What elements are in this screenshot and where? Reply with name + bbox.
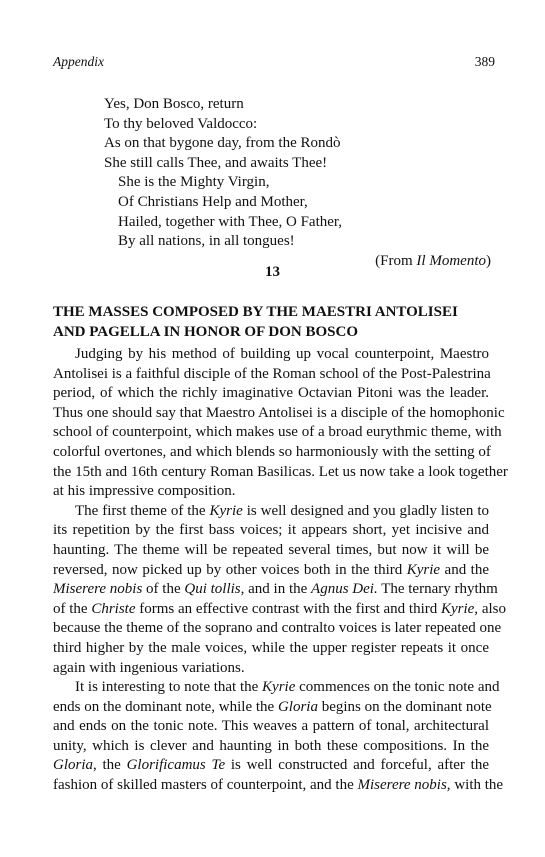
paragraph-line — [53, 482, 489, 502]
text-run: The first theme of the — [75, 502, 210, 519]
paragraph-line — [53, 698, 492, 718]
text-run: ends on the dominant note, while the — [53, 698, 278, 715]
paragraph-line — [53, 384, 489, 404]
text-run: and the — [440, 561, 489, 578]
text-run: It is interesting to note that the — [75, 679, 263, 696]
italic-run: Kyrie, — [440, 600, 479, 617]
italic-run: Kyrie — [406, 561, 441, 578]
poem-source-prefix: (From — [375, 252, 417, 269]
paragraph-line — [53, 619, 502, 639]
paragraph-line — [53, 502, 489, 522]
text-run: Antolisei is a faithful disciple of the Roman school of the Post-Palestrina — [53, 365, 491, 382]
poem-line: By all nations, in all tongues! — [118, 233, 295, 250]
paragraph — [53, 345, 508, 502]
poem-line: Hailed, together with Thee, O Father, — [118, 213, 343, 230]
paragraph-line — [53, 521, 489, 541]
text-run: colorful overtones, and which blends so harmoniously with the setting of — [53, 443, 491, 460]
paragraph-line — [53, 541, 489, 561]
text-run: begins on the dominant note — [317, 698, 492, 715]
paragraph-line — [53, 345, 489, 365]
poem-line: She still calls Thee, and awaits Thee! — [104, 154, 328, 171]
poem — [104, 95, 499, 271]
paragraph-line — [53, 365, 489, 385]
text-run: Thus one should say that Maestro Antolisei is a disciple of the homophonic — [53, 404, 505, 421]
text-run: school of counterpoint, which makes use of a broad eurythmic theme, with — [53, 424, 502, 441]
text-run: , and in the — [240, 581, 312, 598]
italic-run: Kyrie — [209, 502, 243, 519]
paragraph-line — [53, 600, 506, 620]
text-run: with the — [450, 777, 504, 794]
text-run: period, of which the richly imaginative Octavian Pitoni was the leader. — [53, 385, 489, 402]
paragraph-line — [53, 404, 505, 424]
italic-run: Kyrie — [262, 679, 296, 696]
paragraph-line — [53, 678, 500, 698]
poem-source-title: Il Momento — [416, 252, 486, 269]
text-run: commences on the tonic note and — [295, 679, 500, 696]
italic-run: Christe — [91, 600, 136, 617]
text-run: fashion of skilled masters of counterpoint, and the — [53, 777, 358, 794]
poem-line: Of Christians Help and Mother, — [118, 193, 308, 210]
text-run: haunting. The theme will be repeated several times, but now it will be — [53, 541, 489, 558]
italic-run: Glorificamus Te — [126, 757, 226, 774]
paragraph-line — [53, 756, 489, 776]
poem-line: Yes, Don Bosco, return — [104, 96, 244, 112]
text-run: its repetition by the first bass voices; it appears short, yet incisive and — [53, 522, 489, 539]
text-run: also — [478, 600, 506, 617]
paragraph — [53, 678, 504, 796]
text-run: and ends on the tonic note. This weaves a pattern of tonal, architectural — [53, 718, 489, 735]
text-run: is well constructed and forceful, after the — [225, 757, 490, 774]
section-number: 13 — [265, 264, 280, 280]
text-run: again with ingenious variations. — [53, 659, 245, 676]
text-run: , the — [93, 757, 127, 774]
italic-run: Qui tollis — [184, 581, 241, 598]
italic-run: Miserere nobis — [53, 581, 143, 598]
text-run: reversed, now picked up by other voices both in the third — [53, 561, 407, 578]
text-run: the 15th and 16th century Roman Basilicas. Let us now take a look together — [53, 463, 508, 480]
text-run: of the — [142, 581, 185, 598]
text-run: Judging by his method of building up vocal counterpoint, Maestro — [75, 346, 489, 362]
poem-line: To thy beloved Valdocco: — [104, 115, 258, 132]
poem-line: As on that bygone day, from the Rondò — [104, 135, 341, 152]
section-title-line: AND PAGELLA IN HONOR OF DON BOSCO — [53, 324, 359, 340]
text-run: at his impressive composition. — [53, 483, 236, 500]
italic-run: Agnus Dei. — [311, 581, 378, 598]
paragraph-line — [53, 580, 498, 600]
running-header — [53, 54, 495, 72]
text-run: unity, which is clever and haunting in both these compositions. In the — [53, 737, 489, 754]
paragraph-line — [53, 561, 489, 581]
paragraph-line — [53, 737, 489, 757]
paragraph-line — [53, 463, 508, 483]
text-run: is well designed and you gladly listen to — [242, 502, 489, 519]
paragraph-line — [53, 659, 489, 679]
poem-source-suffix: ) — [486, 252, 491, 269]
paragraph-line — [53, 443, 489, 463]
italic-run: Miserere nobis, — [357, 777, 451, 794]
poem-line: She is the Mighty Virgin, — [118, 174, 270, 191]
running-header-title: Appendix — [53, 54, 104, 69]
paragraph-line — [53, 639, 489, 659]
paragraph-line — [53, 717, 489, 737]
page-number: 389 — [474, 54, 495, 69]
text-run: third higher by the male voices, while the upper register repeats it once — [53, 639, 489, 656]
text-run: forms an effective contrast with the first and third — [135, 600, 441, 617]
section-title — [53, 302, 493, 342]
text-run: of the — [53, 600, 92, 617]
paragraph-line — [53, 423, 502, 443]
paragraph-line — [53, 776, 504, 796]
body-text — [53, 345, 508, 796]
text-run: The ternary rhythm — [377, 581, 498, 598]
italic-run: Gloria — [277, 698, 318, 715]
section-title-line: THE MASSES COMPOSED BY THE MAESTRI ANTOLISEI — [53, 304, 458, 320]
text-run: because the theme of the soprano and contralto voices is later repeated one — [53, 620, 502, 637]
paragraph — [53, 502, 506, 678]
italic-run: Gloria — [53, 757, 94, 774]
